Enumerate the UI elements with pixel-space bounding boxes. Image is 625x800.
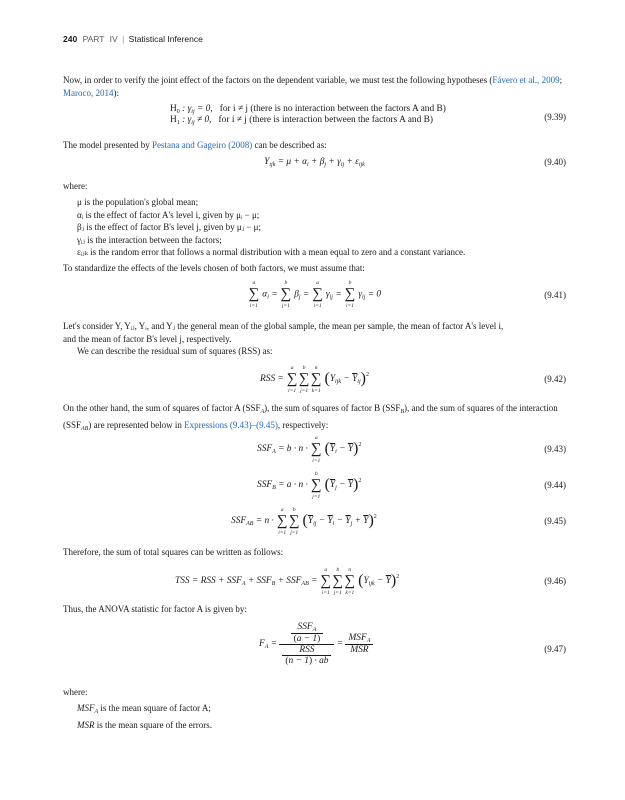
equation-9-47: $F_A$ = $\frac{\frac{SSF_A}{(a - 1)}}{\frac{\text{RSS}}{(n - 1) \cdot ab}}$ = $\frac{MSF_A}{\text{MSR}}$ (9.47) <box>259 622 566 666</box>
definition-mu: μ is the population's global mean; <box>77 197 199 207</box>
paragraph-sums-of-squares: On the other hand, the sum of squares of factor A $(SSF_A)$, the sum of squares of factor B $(SSF_B)$, and the sum of squares of the interaction $(SSF_{AB})$ are represented below in Expressions (9.43)–(9.45), respectively: <box>63 403 558 432</box>
part-number: IV <box>109 34 118 44</box>
where-label-2: where: <box>63 687 88 697</box>
definition-gamma: γᵢⱼ is the interaction between the factors; <box>77 234 222 245</box>
paragraph-hypotheses-intro: Now, in order to verify the joint effect of the factors on the dependent variable, we must test the following hypotheses (Fávero et al., 2009; Maroco, 2014): <box>63 75 563 98</box>
definition-beta: βⱼ is the effect of factor B's level j, given by μⱼ − μ; <box>77 222 261 232</box>
definition-msfa: $MSF_A$ is the mean square of factor A; <box>77 703 211 715</box>
citation-maroco[interactable]: Maroco, 2014 <box>63 87 114 98</box>
definition-list <box>63 196 580 259</box>
equation-9-46: TSS = RSS + $SSF_A + SSF_B + SSF_{AB}$ = ∑ a i=1 ∑ b j=1 ∑ n k=1 $(Y_{ijk} - \overline{Y})^2$ (9.46) <box>175 566 566 596</box>
section-title: Statistical Inference <box>128 34 203 44</box>
equation-9-44: $SSF_B = a \cdot n$ · ∑ b j=1 $(\overline{Y}_j - \overline{Y})^2$ (9.44) <box>257 470 566 500</box>
citation-pestana[interactable]: Pestana and Gageiro (2008) <box>151 140 253 150</box>
equation-number: (9.39) <box>544 112 566 122</box>
definition-list-2 <box>63 702 580 731</box>
equation-9-43: $SSF_A = b \cdot n$ · ∑ a i=1 $(\overline{Y}_i - \overline{Y})^2$ (9.43) <box>257 434 566 464</box>
definition-epsilon: εᵢⱼₖ is the random error that follows a normal distribution with a mean equal to zero and a constant variance. <box>77 247 466 257</box>
running-header: 240 PART IV | Statistical Inference <box>63 34 203 44</box>
equation-9-40: $Y_{ijk} = \mu + \alpha_i + \beta_j + \gamma_{ij} + \varepsilon_{ijk}$ (9.40) <box>264 157 566 168</box>
citation-favero[interactable]: Fávero et al., 2009 <box>492 75 560 85</box>
paragraph-model: The model presented by Pestana and Gageiro (2008) can be described as: <box>63 140 327 150</box>
equation-9-45: $SSF_{AB} = n$ · ∑ a i=1 ∑ b j=1 $(\overline{Y}_{ij} - \overline{Y}_i - \overline{Y}_j + \overline{Y})^2$ (9.45) <box>231 506 566 536</box>
paragraph-means: Let's consider Y, Yᵢⱼ, Yᵢ, and Yⱼ the general mean of the global sample, the mean per sample, the mean of factor A's level i, and the mean of factor B's level j, respectively. We can describe the residual sum of squares (RSS) as: <box>63 321 504 356</box>
expression-reference-link[interactable]: Expressions (9.43)–(9.45) <box>184 419 278 430</box>
equation-9-39: $H_0$ : $\gamma_{ij} = 0$, for i ≠ j (there is no interaction between the factors A and B) $H_1$ : $\gamma_{ij} \ne 0$, for i ≠ j (there is interaction between the factors A and B) (9.39) <box>170 104 566 126</box>
equation-9-42: RSS = ∑ a i=1 ∑ b j=1 ∑ n k=1 $(Y_{ijk} - \overline{Y}_{ij})^2$ (9.42) <box>260 364 566 394</box>
equation-9-41: ∑ a i=1 $\alpha_i$ = ∑ b j=1 $\beta_j$ = ∑ a i=1 $\gamma_{ij}$ = ∑ b i=1 $\gamma_{ij} = 0$ (9.41) <box>248 280 566 309</box>
page-number: 240 <box>63 34 78 44</box>
paragraph-standardize: To standardize the effects of the levels chosen of both factors, we must assume that: <box>63 263 365 273</box>
paragraph-anova-statistic: Thus, the ANOVA statistic for factor A is given by: <box>63 604 247 614</box>
definition-msr: MSR is the mean square of the errors. <box>77 719 212 730</box>
definition-alpha: αᵢ is the effect of factor A's level i, given by μᵢ − μ; <box>77 209 260 220</box>
part-label: PART <box>82 34 105 44</box>
paragraph-total-squares: Therefore, the sum of total squares can be written as follows: <box>63 547 284 557</box>
where-label: where: <box>63 181 88 191</box>
